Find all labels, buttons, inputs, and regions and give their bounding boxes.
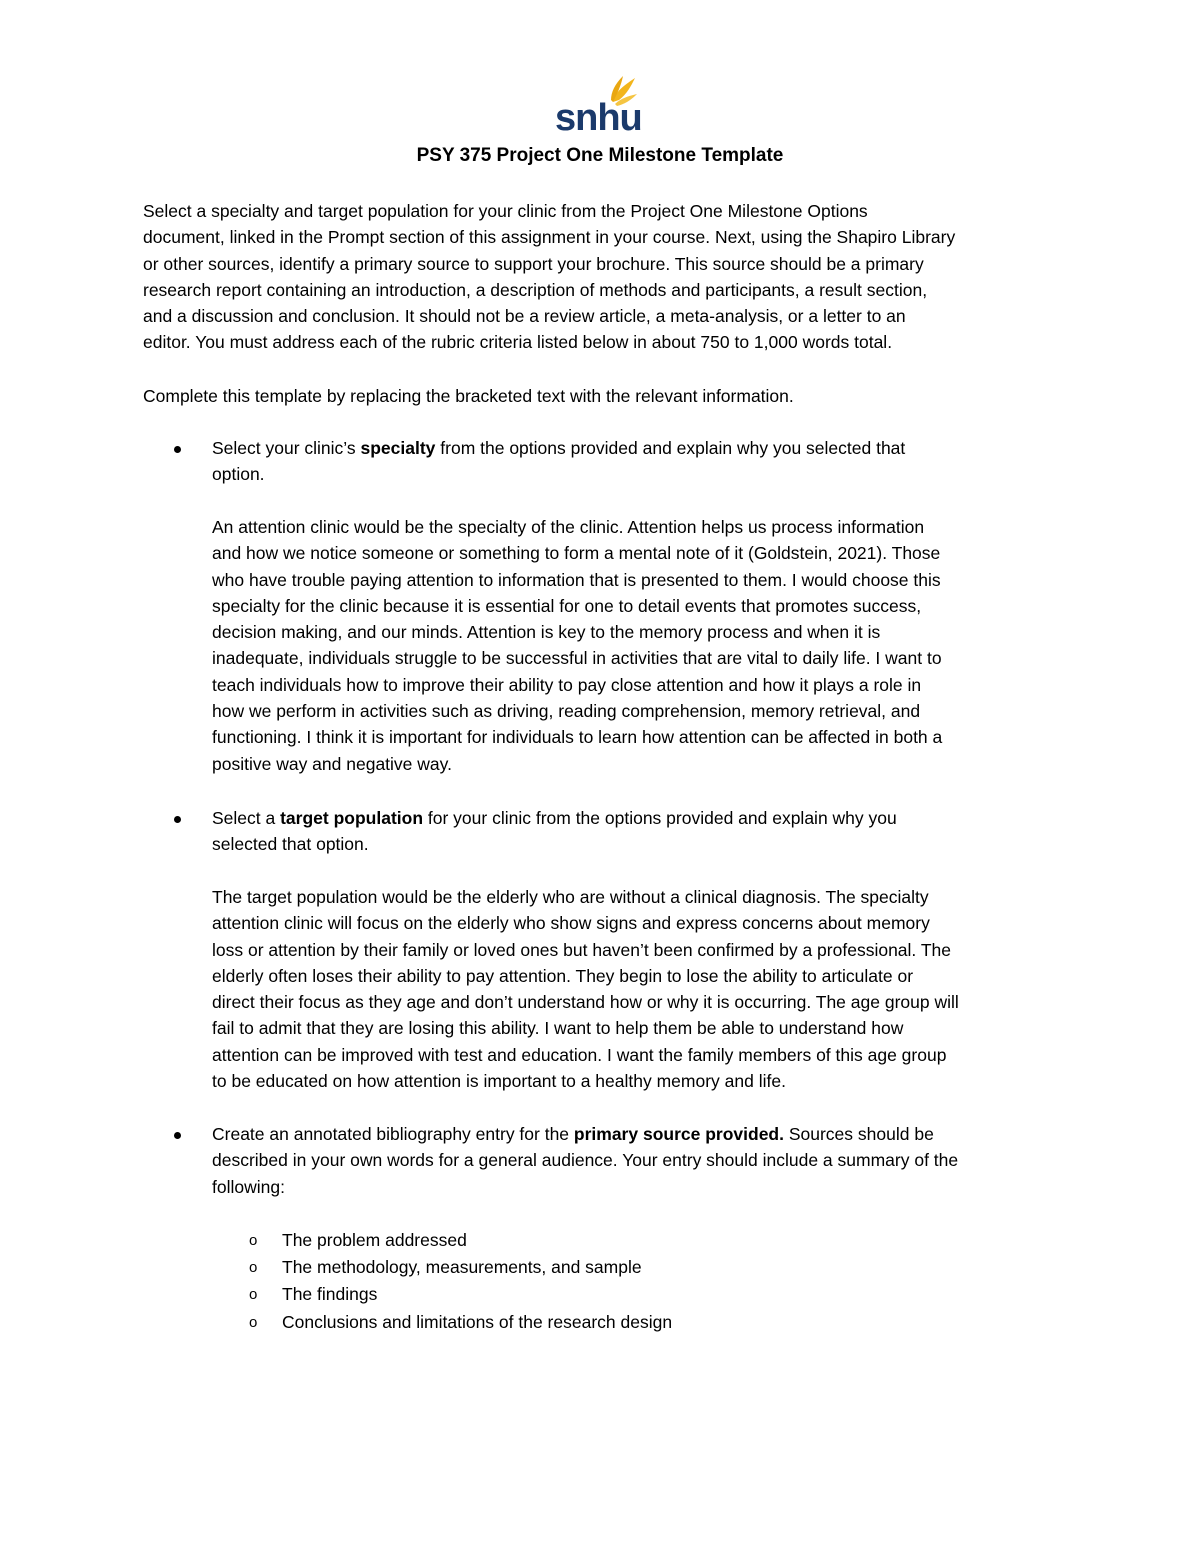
document-title: PSY 375 Project One Milestone Template xyxy=(416,145,784,166)
list-item xyxy=(143,1254,1063,1281)
answer-line: who have trouble paying attention to information that is presented to them. I would choose this xyxy=(212,569,941,590)
bullet-answer xyxy=(212,514,942,777)
bullet-prompt xyxy=(212,435,905,488)
prompt-text: Sources should be xyxy=(783,1124,934,1144)
answer-line: elderly often loses their ability to pay attention. They begin to lose the ability to articulate or xyxy=(212,965,914,986)
prompt-text: Select your clinic’s xyxy=(212,438,361,458)
sublist-text: The findings xyxy=(282,1284,378,1305)
logo-wordmark: snhu xyxy=(555,97,642,134)
prompt-text: from the options provided and explain why you selected that xyxy=(435,438,906,458)
answer-line: to be educated on how attention is important to a healthy memory and life. xyxy=(212,1071,786,1092)
sublist-text: The methodology, measurements, and sample xyxy=(282,1257,642,1278)
bullet-prompt xyxy=(212,805,897,858)
prompt-bold: primary source provided. xyxy=(573,1124,784,1144)
intro-line: and a discussion and conclusion. It should not be a review article, a meta-analysis, or a letter to an xyxy=(143,306,906,327)
intro-line: editor. You must address each of the rubric criteria listed below in about 750 to 1,000 words total. xyxy=(143,332,893,353)
bullet-prompt xyxy=(212,1121,958,1200)
answer-line: functioning. I think it is important for individuals to learn how attention can be affected in both a xyxy=(212,727,943,748)
answer-line: decision making, and our minds. Attention is key to the memory process and when it is xyxy=(212,622,881,643)
intro-line: research report containing an introduction, a description of methods and participants, a result section, xyxy=(143,279,928,300)
answer-line: teach individuals how to improve their ability to pay close attention and how it plays a role in xyxy=(212,674,922,695)
circle-bullet-icon: o xyxy=(249,1259,258,1277)
answer-line: and how we notice someone or something to form a mental note of it (Goldstein, 2021). Those xyxy=(212,543,941,564)
complete-instruction: Complete this template by replacing the bracketed text with the relevant information. xyxy=(143,386,794,406)
bullet-icon xyxy=(174,446,181,453)
answer-line: direct their focus as they age and don’t understand how or why it is occurring. The age group will xyxy=(212,992,959,1013)
intro-line: or other sources, identify a primary source to support your brochure. This source should be a primary xyxy=(143,253,924,274)
list-item xyxy=(143,1227,1063,1254)
prompt-text: option. xyxy=(212,464,265,485)
list-item xyxy=(143,1281,1063,1308)
bullet-icon xyxy=(174,816,181,823)
sublist-text: Conclusions and limitations of the research design xyxy=(282,1311,673,1332)
answer-line: The target population would be the elderly who are without a clinical diagnosis. The specialty xyxy=(212,887,929,907)
snhu-logo xyxy=(553,72,643,134)
answer-line: An attention clinic would be the specialty of the clinic. Attention helps us process information xyxy=(212,517,925,537)
intro-line: Select a specialty and target population for your clinic from the Project One Milestone Options xyxy=(143,201,868,221)
prompt-text: for your clinic from the options provided and explain why you xyxy=(423,808,897,828)
prompt-bold: specialty xyxy=(360,438,436,458)
answer-line: inadequate, individuals struggle to be successful in activities that are vital to daily life. I want to xyxy=(212,648,942,669)
answer-line: loss or attention by their family or loved ones but haven’t been confirmed by a professional. The xyxy=(212,939,951,960)
answer-line: specialty for the clinic because it is essential for one to detail events that promotes success, xyxy=(212,595,922,616)
prompt-text: selected that option. xyxy=(212,834,369,855)
intro-paragraph xyxy=(143,198,1063,356)
intro-line: document, linked in the Prompt section of this assignment in your course. Next, using the Shapiro Library xyxy=(143,227,956,248)
circle-bullet-icon: o xyxy=(249,1232,258,1249)
prompt-text: described in your own words for a general audience. Your entry should include a summary of the xyxy=(212,1150,959,1171)
prompt-text: Select a xyxy=(212,808,281,828)
prompt-bold: target population xyxy=(280,808,424,828)
summary-sublist xyxy=(143,1227,1063,1336)
bullet-answer xyxy=(212,884,959,1094)
answer-line: attention clinic will focus on the elderly who show signs and express concerns about memory xyxy=(212,913,930,934)
prompt-text: Create an annotated bibliography entry for the xyxy=(212,1124,574,1144)
circle-bullet-icon: o xyxy=(249,1286,258,1304)
list-item xyxy=(143,1309,1063,1336)
bullet-icon xyxy=(174,1132,181,1139)
prompt-text: following: xyxy=(212,1176,285,1197)
answer-line: attention can be improved with test and education. I want the family members of this age group xyxy=(212,1044,947,1065)
circle-bullet-icon: o xyxy=(249,1313,258,1331)
answer-line: how we perform in activities such as driving, reading comprehension, memory retrieval, and xyxy=(212,701,921,722)
answer-line: positive way and negative way. xyxy=(212,753,452,774)
sublist-text: The problem addressed xyxy=(282,1230,467,1250)
answer-line: fail to admit that they are losing this ability. I want to help them be able to understand how xyxy=(212,1018,904,1039)
